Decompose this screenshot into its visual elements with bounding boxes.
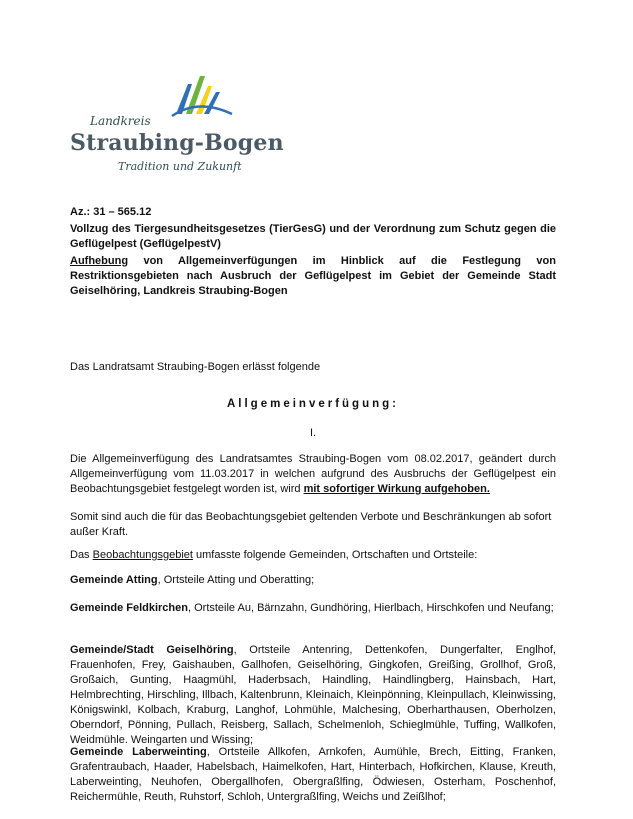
gemeinde-entry — [70, 745, 556, 805]
landkreis-logo — [70, 70, 284, 185]
paragraph-ausser-kraft: Somit sind auch die für das Beobachtungsgebiet geltenden Verbote und Beschränkungen ab sofort außer Kraft. — [70, 511, 552, 538]
paragraph1-text: Die Allgemeinverfügung des Landratsamtes Straubing-Bogen vom 08.02.2017, geändert durch Allgemeinverfügung vom 11.03.2017 in welchen aufgrund des Ausbruchs der Geflügelpest ein Beobachtungsgebiet festgelegt worden ist, wird — [70, 453, 556, 495]
aufhebung-heading — [70, 254, 556, 299]
gemeinde-entry — [70, 643, 556, 748]
paragraph2-rest: umfasste folgende Gemeinden, Ortschaften und Ortsteile: — [192, 549, 478, 561]
gemeinde-ortsteile: , Ortsteile Au, Bärnzahn, Gundhöring, Hierlbach, Hirschkofen und Neufang; — [187, 602, 554, 614]
paragraph-aufhebung — [70, 452, 556, 497]
gemeinde-name: Gemeinde Atting — [70, 574, 158, 586]
paragraph-beobachtungsgebiet — [70, 548, 556, 563]
gemeinde-entry — [70, 601, 556, 616]
aktenzeichen: Az.: 31 – 565.12 — [70, 206, 152, 218]
gemeinde-ortsteile: , Ortsteile Antenring, Dettenkofen, Dungerfalter, Englhof, Frauenhofen, Frey, Gaishauben, Gallhofen, Geiselhöring, Gingkofen, Greißing, Grollhof, Groß, Großaich, Gunting, Haagmühl, Haderbsach, Haindling, Haindlingberg, Hainsbach, Hart, Helmbrechting, Hirschling, Illbach, Kaltenbrunn, Kleinaich, Kleinpönning, Kleinpullach, Kleinwissing, Königswinkl, Kolbach, Kraburg, Langhof, Lohmühle, Malchesing, Oberharthausen, Oberholzen, Oberndorf, Pönning, Pullach, Reisberg, Sallach, Schelmenloh, Schieglmühle, Tuffing, Wallkofen, Weidmühle. Weingarten und Wissing; — [70, 644, 556, 746]
gemeinde-name: Gemeinde/Stadt Geiselhöring — [70, 644, 234, 656]
logo-pretitle: Landkreis — [90, 114, 151, 128]
gemeinde-name: Gemeinde Laberweinting — [70, 746, 207, 758]
logo-name: Straubing-Bogen — [70, 130, 284, 156]
gemeinde-ortsteile: , Ortsteile Atting und Oberatting; — [157, 574, 315, 586]
vollzug-heading: Vollzug des Tiergesundheitsgesetzes (TierGesG) und der Verordnung zum Schutz gegen die Geflügelpest (GeflügelpestV) — [70, 223, 556, 250]
aufhebung-rest: von Allgemeinverfügungen im Hinblick auf die Festlegung von Restriktionsgebieten nach Ausbruch der Geflügelpest im Gebiet der Gemeinde Stadt Geiselhöring, Landkreis Straubing-Bogen — [70, 255, 556, 297]
document-title: Allgemeinverfügung: — [226, 398, 399, 410]
logo-tagline: Tradition und Zukunft — [118, 160, 242, 173]
beobachtungsgebiet-term: Beobachtungsgebiet — [92, 549, 193, 561]
gemeinde-name: Gemeinde Feldkirchen — [70, 602, 188, 614]
gemeinde-ortsteile: , Ortsteile Allkofen, Arnkofen, Aumühle, Brech, Eitting, Franken, Grafentraubach, Haader, Habelsbach, Haimelkofen, Hart, Hinterbach, Hofkirchen, Klause, Kreuth, Laberweinting, Neuhofen, Obergallhofen, Obergraßlfing, Ödwiesen, Osterham, Poschenhof, Reichermühle, Reuth, Ruhstorf, Schloh, Untergraßlfing, Weichs und Zeißlhof; — [70, 746, 556, 803]
intro-line: Das Landratsamt Straubing-Bogen erlässt folgende — [70, 361, 321, 373]
paragraph2-prefix: Das — [70, 549, 93, 561]
paragraph1-emphasis: mit sofortiger Wirkung aufgehoben. — [303, 483, 490, 495]
gemeinde-entry — [70, 573, 556, 588]
aufhebung-word: Aufhebung — [70, 255, 129, 267]
section-number: I. — [309, 427, 317, 439]
logo-emblem-icon — [168, 70, 238, 120]
